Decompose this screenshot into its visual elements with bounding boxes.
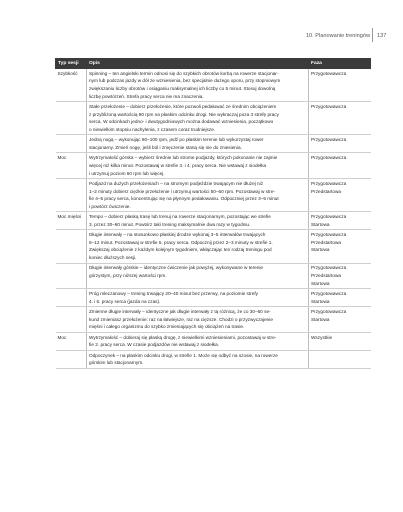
session-phase xyxy=(309,332,371,350)
session-phase xyxy=(309,350,371,368)
session-description xyxy=(87,135,309,153)
description-line: stacjonarny. Zmień nogę, jeśli ból i zmęczenie staną się nie do zniesienia. xyxy=(89,144,242,150)
session-description xyxy=(87,179,309,212)
description-line: 6–12 minut. Pozostawaj w strefie 5. pracy serca. Odpocznij przez 2–3 minuty w strefie 1. xyxy=(89,239,273,245)
session-description xyxy=(87,212,309,230)
phase-label: Wszystkie xyxy=(311,334,333,340)
table-row xyxy=(56,332,371,350)
description-line: liczbę powtórzeń. Strefa pracy serca nie ma znaczenia. xyxy=(89,93,204,99)
description-line: Próg mleczanowy – trening trwający 20–40 minut bez przerwy, na poziomie strefy xyxy=(89,291,258,297)
description-line: górzystym, przy niższej wartości rpm. xyxy=(89,273,167,278)
session-phase xyxy=(309,102,371,135)
session-type: Moc mięśni xyxy=(56,212,87,230)
session-type xyxy=(56,350,87,368)
session-type xyxy=(56,230,87,263)
phase-label: Przedstartowa xyxy=(311,273,341,278)
session-type: Szybkość xyxy=(56,69,87,102)
description-line: nym lub podczas jazdy w dół ze wzniesienia, bez specjalnie dużego oporu, przy stopniowym xyxy=(89,78,281,84)
description-line: Zwiększaj obciążenie z każdym kolejnym tygodniem, wkłączając ten rodzaj treningu pod xyxy=(89,247,272,253)
session-description xyxy=(87,230,309,263)
description-line: serca. W odcinkach jedno- i dwutygodniowych można dodawać wzniesienia, początkowo xyxy=(89,119,274,125)
session-phase xyxy=(309,289,371,307)
table-row xyxy=(56,230,371,263)
session-description xyxy=(87,307,309,333)
training-table xyxy=(55,58,371,369)
phase-label: Przygotowawcza xyxy=(311,137,347,143)
session-description xyxy=(87,263,309,289)
table-row xyxy=(56,212,371,230)
table-body xyxy=(56,69,371,369)
session-description xyxy=(87,289,309,307)
session-type xyxy=(56,135,87,153)
header-divider xyxy=(372,28,373,42)
header-description: Opis xyxy=(87,59,309,69)
session-type: Moc xyxy=(56,153,87,179)
session-type xyxy=(56,179,87,212)
table-row xyxy=(56,102,371,135)
description-line: Stałe przełożenie – dobierz przełożenie, które pozwoli pedałować ze średnim obciążeniem xyxy=(89,104,277,110)
description-line: Spinning – ten angielski termin odnosi się do szybkich obrotów korbą na rowerze stacjonar- xyxy=(89,70,279,76)
table-header-row xyxy=(56,59,371,69)
table-header xyxy=(56,59,371,69)
description-line: o niewielkim stopniu nachylenia, z czasem coraz trudniejsze. xyxy=(89,126,216,132)
session-description xyxy=(87,350,309,368)
phase-label: Przygotowawcza xyxy=(311,155,347,161)
description-line: zwiększaniu liczby obrotów i osiąganiu maksymalnej ich liczby co 5 minut. Stosuj dowolną xyxy=(89,86,276,92)
table-row xyxy=(56,289,371,307)
table-row xyxy=(56,135,371,153)
description-line: Odpoczynek – na płaskim odcinku drogi, w strefie 1. Może się odbyć na szosie, na rowerze xyxy=(89,352,278,358)
phase-label: Przedstartowa xyxy=(311,239,341,245)
phase-label: Przygotowawcza xyxy=(311,309,347,315)
session-description xyxy=(87,69,309,102)
session-type xyxy=(56,263,87,289)
session-description xyxy=(87,102,309,135)
phase-label: Startowa xyxy=(311,221,330,227)
session-phase xyxy=(309,212,371,230)
phase-label: Przygotowawcza xyxy=(311,214,347,220)
description-line: mięśni i całego organizmu do szybko zmieniających się obciążeń na trasie. xyxy=(89,324,245,330)
session-description xyxy=(87,153,309,179)
session-phase xyxy=(309,307,371,333)
description-line: Zmienne długie interwały – identyczne jak długie interwały z tą różnicą, że co 30–60 se- xyxy=(89,309,271,315)
table-row xyxy=(56,179,371,212)
session-type xyxy=(56,102,87,135)
session-phase xyxy=(309,179,371,212)
header-type: Typ sesji xyxy=(56,59,87,69)
running-head: 10. Planowanie treningów xyxy=(305,33,370,39)
session-description xyxy=(87,332,309,350)
table-row xyxy=(56,153,371,179)
session-phase xyxy=(309,153,371,179)
description-line: Długie interwały – na stosunkowo płaskiej drodze wykonaj 3–5 interwałów trwających xyxy=(89,232,266,238)
phase-label: Przygotowawcza xyxy=(311,232,347,238)
phase-label: Startowa xyxy=(311,316,330,322)
session-phase xyxy=(309,69,371,102)
phase-label: Przygotowawcza xyxy=(311,265,347,271)
description-line: z przybliżoną wartością 90 rpm na płaskim odcinku drogi. Nie wykraczaj poza 3 strefę pracy xyxy=(89,111,279,117)
session-phase xyxy=(309,135,371,153)
phase-label: Przygotowawcza xyxy=(311,104,347,110)
phase-label: Startowa xyxy=(311,247,330,253)
table-row xyxy=(56,350,371,368)
phase-label: Przedstartowa xyxy=(311,188,341,194)
description-line: Jedną nogą – wykonując 80–100 rpm, jedź po płaskim terenie lub wykorzystaj rower xyxy=(89,137,264,143)
description-line: 3. przez 30–60 minut. Powtórz taki trening maksymalnie dwa razy w tygodniu. xyxy=(89,221,251,227)
phase-label: Startowa xyxy=(311,280,330,286)
table-row xyxy=(56,307,371,333)
description-line: koniec dłuższych sesji. xyxy=(89,254,137,260)
description-line: 1–2 minuty dobierz ciężkie przełożenie i utrzymuj wartości 50–60 rpm. Pozostawaj w stre- xyxy=(89,188,276,194)
table-row xyxy=(56,263,371,289)
description-line: i powtórz ćwiczenie. xyxy=(89,203,131,209)
phase-label: Przygotowawcza xyxy=(311,180,347,186)
description-line: więcej niż kilka minut. Pozostawaj w strefie 3. i 4. pracy serca. Nie wstawaj z siodełka xyxy=(89,162,267,168)
phase-label: Przygotowawcza xyxy=(311,291,347,297)
description-line: fie 2. pracy serca. W czasie podjazdów nie wstawaj z siodełka. xyxy=(89,342,220,348)
page-number: 137 xyxy=(377,33,387,39)
session-phase xyxy=(309,230,371,263)
description-line: kund zmieniasz przełożenie: raz na łatwiejsze, raz na cięższe. Chodzi o przyzwyczajenie xyxy=(89,316,273,322)
description-line: górskim lub stacjonarnym. xyxy=(89,360,144,366)
header-phase: Faza xyxy=(309,59,371,69)
description-line: Wytrzymałość – dobieraj się płaską drogę, z niewielkimi wzniesieniami, pozostawaj w stre- xyxy=(89,334,277,340)
session-type xyxy=(56,307,87,333)
description-line: Tempo – dobierz płaską trasę lub trenuj na rowerze stacjonarnym, pozostając we strefie xyxy=(89,214,271,220)
phase-label: Startowa xyxy=(311,298,330,304)
phase-label: Przygotowawcza xyxy=(311,70,347,76)
description-line: i utrzymuj poziom 60 rpm lub więcej. xyxy=(89,170,165,176)
description-line: fie 4–5 pracy serca, koncentrując się na płynnym pedałowaniu. Odpoczniej przez 3–5 minut xyxy=(89,196,279,202)
description-line: Wytrzymałość górska – wybierz średnie lub strome podjazdy, których pokonanie nie zajmie xyxy=(89,155,278,161)
table-row xyxy=(56,69,371,102)
session-type xyxy=(56,289,87,307)
session-type: Moc xyxy=(56,332,87,350)
session-phase xyxy=(309,263,371,289)
description-line: Podjazd na dużych przełożeniach – na stromym podjeździe trwającym nie dłużej niż xyxy=(89,180,264,186)
description-line: Długie interwały górskie – identyczne ćwiczenie jak powyżej, wykonywane w terenie xyxy=(89,265,264,271)
description-line: 4. i 5. pracy serca (jazda na czas). xyxy=(89,298,161,304)
